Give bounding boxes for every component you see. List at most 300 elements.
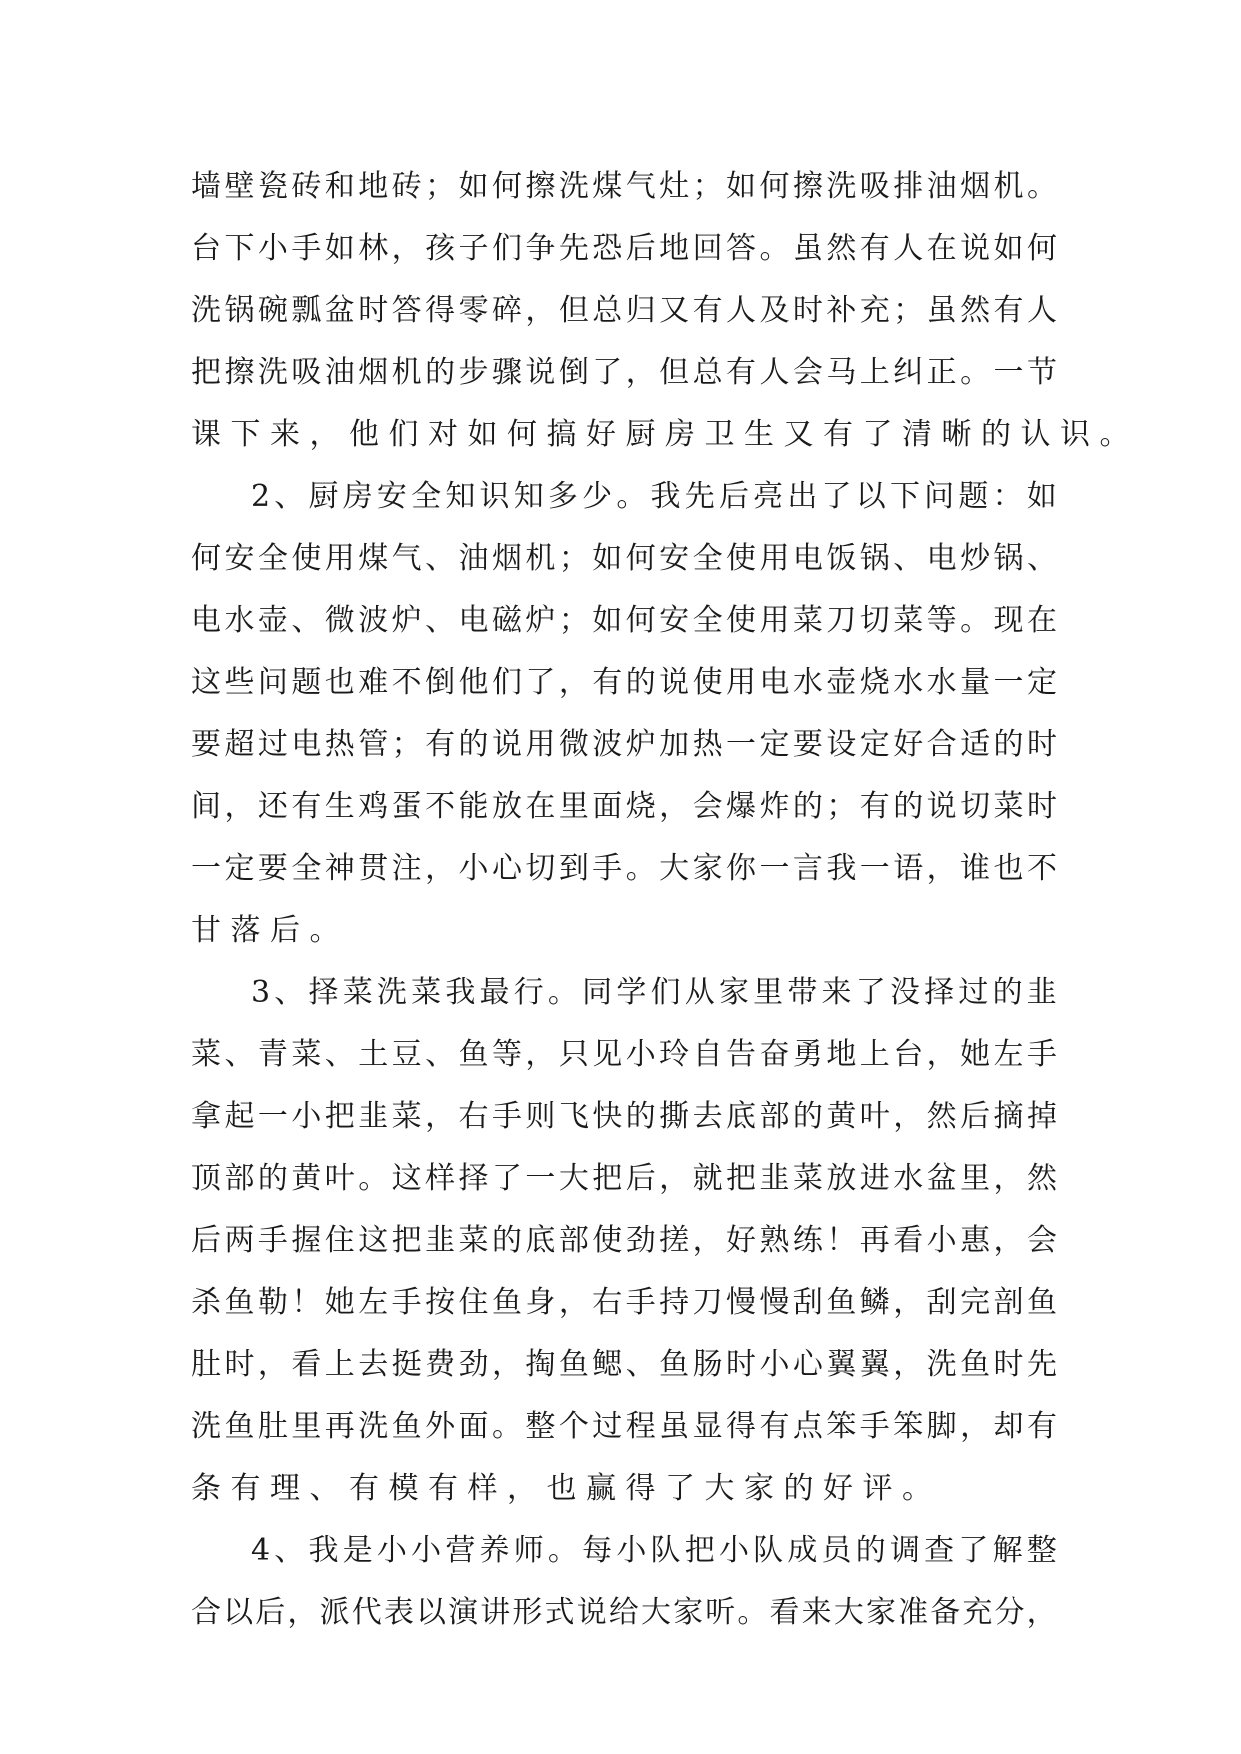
text-char: 个	[558, 1409, 591, 1444]
text-char: 地	[358, 169, 391, 204]
text-char: 、	[274, 479, 307, 514]
text-char: 在	[1026, 603, 1059, 638]
text-char: 了	[525, 665, 558, 700]
text-char: 时	[358, 293, 391, 328]
text-char: 大	[558, 1161, 591, 1196]
text-char: 韭	[759, 1161, 792, 1196]
text-char: 过	[958, 975, 991, 1010]
text-char: 全	[692, 603, 725, 638]
text-char: 再	[324, 1409, 357, 1444]
text-char: 气	[391, 541, 424, 576]
text-char: 代	[351, 1595, 384, 1630]
text-char: 鱼	[558, 1347, 591, 1382]
text-char: 说	[525, 355, 558, 390]
text-char: 不	[391, 665, 424, 700]
text-line	[191, 1024, 1059, 1086]
text-char: 补	[826, 293, 859, 328]
text-char: 勇	[792, 1037, 825, 1072]
text-char: 水	[926, 665, 959, 700]
text-char: 、	[893, 541, 926, 576]
text-char: 摘	[993, 1099, 1026, 1134]
text-char: 后	[718, 479, 751, 514]
text-char: ，	[692, 1223, 725, 1258]
text-char: 何	[759, 169, 792, 204]
text-char: 备	[930, 1595, 963, 1630]
text-char: ；	[692, 169, 725, 204]
text-char: 擦	[792, 169, 825, 204]
text-char: 的	[458, 727, 491, 762]
text-line	[191, 528, 1059, 590]
text-char: 底	[726, 1099, 758, 1134]
text-char: 炉	[391, 603, 424, 638]
text-char: 握	[291, 1223, 324, 1258]
text-char: 还	[257, 789, 290, 824]
text-char: 下	[224, 231, 257, 266]
text-char: 知	[513, 479, 546, 514]
text-char: 鳃	[592, 1347, 625, 1382]
text-char: 也	[993, 851, 1026, 886]
text-char: 机	[993, 169, 1026, 204]
text-char: 队	[753, 1533, 786, 1568]
text-char: 有	[726, 355, 758, 390]
text-char: 要	[792, 727, 825, 762]
text-char: 电	[191, 603, 223, 638]
text-char: 炉	[625, 727, 658, 762]
text-char: 烟	[491, 541, 524, 576]
text-char: 定	[859, 727, 892, 762]
text-char: 知	[445, 479, 478, 514]
text-line	[191, 1582, 1059, 1644]
text-char: 没	[889, 975, 922, 1010]
text-char: 先	[558, 231, 591, 266]
text-char: 惠	[960, 1223, 993, 1258]
text-char: 倒	[425, 665, 458, 700]
text-char: 壶	[826, 665, 859, 700]
text-char: 零	[458, 293, 491, 328]
text-line	[191, 652, 1059, 714]
text-char: 的	[625, 1099, 658, 1134]
text-char: 。	[1026, 169, 1059, 204]
text-line	[191, 838, 1059, 900]
text-char: 用	[525, 727, 558, 762]
text-char: 青	[257, 1037, 290, 1072]
text-char: 一	[859, 851, 892, 886]
text-line	[191, 1272, 1059, 1334]
text-char: 们	[491, 665, 524, 700]
text-char: 整	[525, 1409, 558, 1444]
text-char: 看	[291, 1347, 324, 1382]
text-char: 谁	[960, 851, 993, 886]
text-line: 课下来，他们对如何搞好厨房卫生又有了清晰的认识。	[191, 417, 1139, 452]
text-char: 虽	[792, 231, 825, 266]
text-char: 鱼	[458, 1037, 491, 1072]
text-char: 纠	[893, 355, 926, 390]
text-char: 但	[558, 293, 591, 328]
text-char: 小	[616, 1533, 649, 1568]
text-char: ！	[826, 1223, 859, 1258]
text-char: 要	[257, 851, 290, 886]
text-char: 鸡	[358, 789, 391, 824]
text-char: 及	[759, 293, 792, 328]
text-char: 、	[291, 603, 324, 638]
text-char: 笨	[826, 1409, 859, 1444]
text-char: 锅	[224, 293, 257, 328]
text-char: 的	[625, 665, 658, 700]
text-char: 肚	[257, 1409, 290, 1444]
text-char: 一	[257, 1099, 290, 1134]
text-char: 的	[992, 975, 1025, 1010]
text-char: 房	[342, 479, 375, 514]
text-char: 炉	[525, 603, 558, 638]
text-char: 放	[491, 789, 524, 824]
text-char: 吸	[859, 169, 892, 204]
text-char: 答	[391, 293, 424, 328]
text-char: 我	[826, 851, 859, 886]
text-char: 豆	[391, 1037, 424, 1072]
text-char: 以	[223, 1595, 256, 1630]
text-char: 砖	[291, 169, 324, 204]
text-char: 擦	[525, 169, 558, 204]
text-char: 这	[358, 1223, 391, 1258]
text-char: 炒	[960, 541, 993, 576]
text-char: 黄	[291, 1161, 324, 1196]
text-char: 时	[1026, 789, 1059, 824]
text-char: 后	[625, 1161, 658, 1196]
text-char: 翼	[859, 1347, 892, 1382]
text-char: 生	[324, 789, 357, 824]
text-char: 用	[324, 541, 357, 576]
text-char: 些	[224, 665, 257, 700]
text-char: 。	[616, 479, 649, 514]
text-char: 熟	[759, 1223, 792, 1258]
text-char: 等	[491, 1037, 524, 1072]
text-char: 、	[425, 541, 458, 576]
text-char: 过	[592, 1409, 625, 1444]
text-char: 们	[650, 975, 683, 1010]
text-char: 时	[1026, 727, 1059, 762]
text-char: 菜	[342, 975, 375, 1010]
text-char: 说	[576, 1595, 609, 1630]
text-char: 现	[993, 603, 1026, 638]
text-char: 、	[224, 1037, 257, 1072]
text-char: ，	[391, 231, 424, 266]
text-char: 碗	[257, 293, 290, 328]
text-char: 洗	[376, 975, 409, 1010]
text-char: 自	[692, 1037, 725, 1072]
text-char: 后	[255, 1595, 288, 1630]
text-char: 手	[859, 1409, 892, 1444]
text-char: 小	[759, 1347, 792, 1382]
text-char: 。	[960, 355, 993, 390]
text-char: 水	[893, 665, 926, 700]
text-char: 掏	[525, 1347, 558, 1382]
text-char: ，	[525, 293, 558, 328]
text-char: ，	[425, 851, 458, 886]
text-char: 把	[191, 355, 223, 390]
text-char: 面	[592, 789, 625, 824]
text-char: 争	[525, 231, 558, 266]
text-char: 有	[759, 1409, 792, 1444]
text-char: 安	[659, 603, 692, 638]
text-char: 加	[659, 727, 692, 762]
text-char: 好	[726, 1223, 758, 1258]
text-char: 节	[1026, 355, 1059, 390]
text-char: 充	[859, 293, 892, 328]
text-char: 要	[191, 727, 223, 762]
text-char: 菜	[191, 1037, 223, 1072]
text-char: ，	[491, 1347, 524, 1382]
text-char: 全	[411, 479, 444, 514]
text-char: 小	[257, 231, 290, 266]
text-char: 全	[291, 851, 324, 886]
text-char: 上	[859, 355, 892, 390]
text-char: ；	[558, 541, 591, 576]
text-char: 同	[582, 975, 615, 1010]
text-char: 最	[479, 975, 512, 1010]
text-char: 里	[291, 1409, 324, 1444]
text-char: 设	[826, 727, 859, 762]
text-char: 微	[558, 727, 591, 762]
text-char: 烟	[358, 355, 391, 390]
text-char: 看	[893, 1223, 926, 1258]
text-char: 杀	[191, 1285, 223, 1320]
text-char: ！	[291, 1285, 324, 1320]
text-char: 韭	[358, 1099, 391, 1134]
text-char: 电	[291, 727, 324, 762]
text-char: 说	[926, 789, 959, 824]
text-char: 却	[993, 1409, 1026, 1444]
text-char: 把	[592, 1161, 625, 1196]
text-char: 手	[257, 1223, 290, 1258]
text-char: 掉	[1026, 1099, 1059, 1134]
text-char: 使	[726, 603, 758, 638]
text-char: 去	[358, 1347, 391, 1382]
text-char: 时	[726, 1347, 758, 1382]
text-char: 小	[926, 1223, 959, 1258]
text-char: 以	[415, 1595, 448, 1630]
text-char: 合	[926, 727, 959, 762]
text-char: 韭	[1026, 975, 1059, 1010]
text-char: 电	[458, 603, 491, 638]
text-char: 小	[376, 1533, 409, 1568]
text-char: 刮	[926, 1285, 959, 1320]
text-char: ，	[926, 1037, 959, 1072]
text-char: 菜	[792, 1161, 825, 1196]
text-char: 鱼	[659, 1347, 692, 1382]
text-char: 用	[759, 603, 792, 638]
text-char: 劲	[458, 1347, 491, 1382]
text-char: ；	[391, 727, 424, 762]
text-char: 里	[558, 789, 591, 824]
text-char: 洗	[191, 1409, 223, 1444]
text-char: 持	[659, 1285, 692, 1320]
text-char: 在	[525, 789, 558, 824]
text-char: 菜	[792, 603, 825, 638]
text-char: 爆	[726, 789, 758, 824]
text-char: 从	[684, 975, 717, 1010]
text-char: 何	[191, 541, 223, 576]
text-char: 墙	[191, 169, 223, 204]
text-char: 如	[1026, 479, 1059, 514]
text-char: 在	[926, 231, 959, 266]
text-char: 有	[1026, 1409, 1059, 1444]
text-char: 起	[224, 1099, 257, 1134]
text-char: 波	[358, 603, 391, 638]
text-char: 。	[625, 851, 658, 886]
text-line	[191, 342, 1059, 404]
text-char: 菜	[291, 1037, 324, 1072]
text-char: 鱼	[960, 1347, 993, 1382]
text-char: 。	[960, 603, 993, 638]
text-char: ，	[625, 355, 658, 390]
text-char: 饭	[826, 541, 859, 576]
text-char: 有	[291, 789, 324, 824]
text-char: 水	[792, 665, 825, 700]
text-char: ，	[893, 1099, 926, 1134]
text-line	[191, 590, 1059, 652]
text-char: 讲	[480, 1595, 513, 1630]
text-char: 如	[592, 541, 625, 576]
text-char: 住	[458, 1285, 491, 1320]
text-char: ，	[257, 1347, 290, 1382]
text-char: 师	[513, 1533, 546, 1568]
text-char: ，	[558, 1285, 591, 1320]
text-char: 就	[692, 1161, 725, 1196]
text-char: 如	[993, 231, 1026, 266]
text-char: 韭	[425, 1223, 458, 1258]
text-char: 煤	[592, 169, 625, 204]
text-char: 鱼	[1026, 1285, 1059, 1320]
text-char: 点	[792, 1409, 825, 1444]
text-char: 了	[855, 975, 888, 1010]
text-char: 整	[1026, 1533, 1059, 1568]
text-char: 台	[191, 231, 223, 266]
text-char: 切	[859, 603, 892, 638]
text-char: 然	[926, 1099, 959, 1134]
text-char: 出	[787, 479, 820, 514]
text-char: 肚	[191, 1347, 223, 1382]
text-char: ；	[425, 169, 458, 204]
text-char: 一	[191, 851, 223, 886]
text-char: 识	[479, 479, 512, 514]
text-char: 心	[792, 1347, 825, 1382]
text-char: 、	[274, 1533, 307, 1568]
text-char: 带	[787, 975, 820, 1010]
text-char: 形	[512, 1595, 545, 1630]
text-char: 小	[411, 1533, 444, 1568]
text-char: 难	[358, 665, 391, 700]
text-char: 等	[926, 603, 959, 638]
text-char: 管	[358, 727, 391, 762]
text-char: 烧	[859, 665, 892, 700]
text-char: 量	[960, 665, 993, 700]
text-char: 叶	[324, 1161, 357, 1196]
text-char: 练	[792, 1223, 825, 1258]
text-char: 小	[458, 851, 491, 886]
text-char: 营	[445, 1533, 478, 1568]
text-char: 不	[425, 789, 458, 824]
text-char: 瓷	[257, 169, 290, 204]
text-char: 水	[224, 603, 257, 638]
text-char: 、	[324, 1037, 357, 1072]
text-char: 面	[458, 1409, 491, 1444]
text-char: 盆	[324, 293, 357, 328]
text-char: 何	[491, 169, 524, 204]
text-char: 有	[692, 293, 725, 328]
text-char: 刀	[692, 1285, 725, 1320]
text-char: 部	[558, 1223, 591, 1258]
text-char: 厨	[308, 479, 341, 514]
text-char: 间	[191, 789, 223, 824]
text-char: 、	[1026, 541, 1059, 576]
text-char: 玲	[659, 1037, 692, 1072]
text-char: 他	[458, 665, 491, 700]
text-char: 到	[558, 851, 591, 886]
text-char: 看	[769, 1595, 802, 1630]
text-char: 显	[692, 1409, 725, 1444]
text-char: 飞	[558, 1099, 591, 1134]
text-char: 两	[224, 1223, 257, 1258]
text-char: 擦	[224, 355, 257, 390]
text-char: 微	[324, 603, 357, 638]
text-char: 洗	[558, 169, 591, 204]
text-char: 一	[993, 665, 1026, 700]
text-char: 安	[376, 479, 409, 514]
text-char: ，	[224, 789, 257, 824]
text-char: 骤	[491, 355, 524, 390]
text-char: 翼	[826, 1347, 859, 1382]
text-char: 贯	[358, 851, 391, 886]
text-line: 条有理、有模有样，也赢得了大家的好评。	[191, 1471, 942, 1506]
text-line	[191, 466, 1059, 528]
text-char: ，	[659, 1161, 692, 1196]
text-char: 右	[592, 1285, 625, 1320]
text-char: 住	[324, 1223, 357, 1258]
text-char: 调	[889, 1533, 922, 1568]
text-char: 菜	[893, 603, 926, 638]
text-char: 定	[224, 851, 257, 886]
text-char: 3	[251, 975, 273, 1010]
text-char: 学	[616, 975, 649, 1010]
text-char: 言	[792, 851, 825, 886]
text-char: 的	[257, 1161, 290, 1196]
text-char: 给	[608, 1595, 641, 1630]
text-char: 锅	[859, 541, 892, 576]
text-char: 得	[726, 1409, 758, 1444]
text-char: 有	[859, 231, 892, 266]
text-char: 菜	[458, 1223, 491, 1258]
text-char: 有	[425, 727, 458, 762]
text-char: 小	[718, 1533, 751, 1568]
text-char: 何	[1026, 231, 1059, 266]
text-char: 不	[1026, 851, 1059, 886]
text-char: ：	[992, 479, 1025, 514]
text-char: 鱼	[826, 1285, 859, 1320]
text-char: 一	[525, 1161, 558, 1196]
text-char: ，	[993, 1223, 1026, 1258]
text-char: 后	[960, 1099, 993, 1134]
text-char: 我	[650, 479, 683, 514]
text-char: 里	[960, 1161, 993, 1196]
text-char: 拿	[191, 1099, 223, 1134]
text-char: 人	[893, 231, 926, 266]
text-char: 把	[726, 1161, 758, 1196]
text-char: 如	[458, 169, 491, 204]
text-char: 鱼	[391, 1409, 424, 1444]
text-char: 肠	[692, 1347, 725, 1382]
text-char: 好	[893, 727, 926, 762]
text-char: 慢	[759, 1285, 792, 1320]
